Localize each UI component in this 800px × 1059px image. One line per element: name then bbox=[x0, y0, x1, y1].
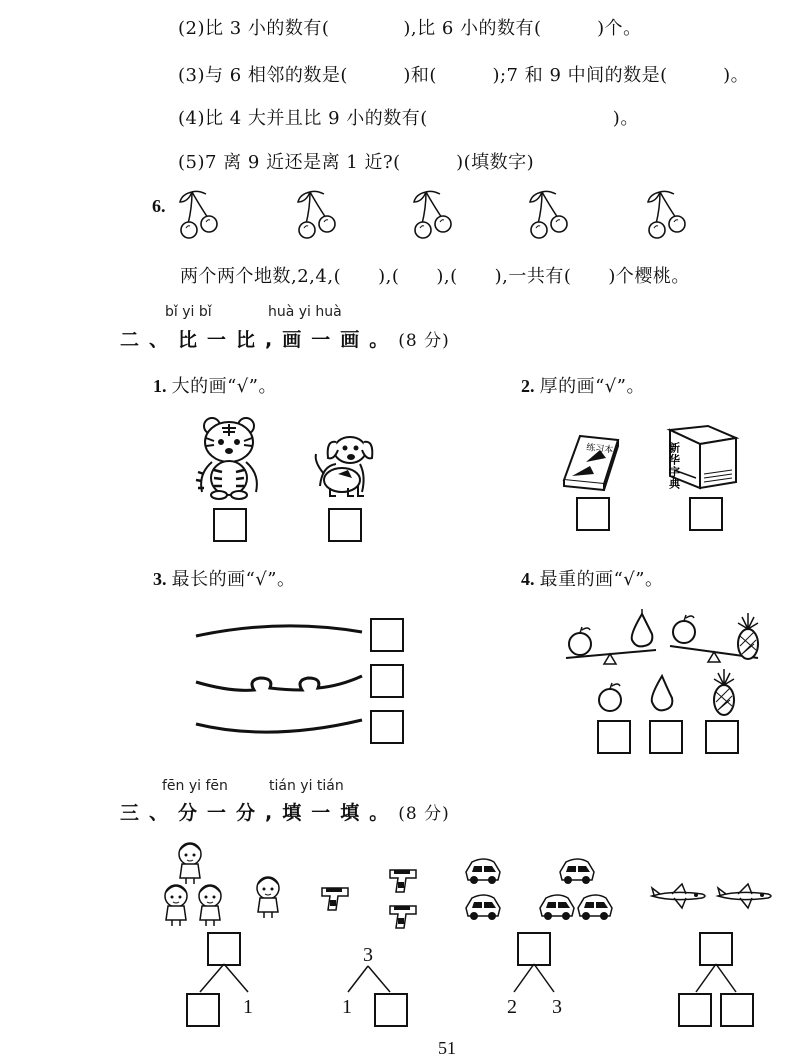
question-number-1: 1. bbox=[153, 376, 167, 396]
pear-icon bbox=[652, 676, 673, 710]
section2-pinyin-right: huà yi huà bbox=[268, 304, 342, 320]
question-line-4: (4)比 4 大并且比 9 小的数有( )。 bbox=[178, 108, 639, 129]
thin-book-icon bbox=[560, 432, 620, 494]
pistol-icon bbox=[322, 888, 348, 910]
ropes-illustration bbox=[190, 620, 370, 744]
section3-pinyin-right: tián yi tián bbox=[269, 778, 344, 794]
answer-box-thin-book[interactable] bbox=[576, 497, 610, 531]
split-right-box-2[interactable] bbox=[374, 993, 408, 1027]
pistol-icon bbox=[390, 870, 416, 892]
question-line-3: (3)与 6 相邻的数是( )和( );7 和 9 中间的数是( )。 bbox=[178, 65, 750, 86]
split-right-number-1: 1 bbox=[243, 996, 253, 1018]
split-right-number-3: 3 bbox=[552, 996, 562, 1018]
child-icon bbox=[165, 885, 187, 926]
apple-icon bbox=[569, 633, 591, 655]
section2-pinyin-left: bǐ yi bǐ bbox=[165, 304, 212, 320]
question-2-text: 厚的画“√”。 bbox=[539, 376, 645, 397]
answer-box-rope-3[interactable] bbox=[370, 710, 404, 744]
child-icon bbox=[199, 885, 221, 926]
question-number-3: 3. bbox=[153, 569, 167, 589]
cherry-icon bbox=[298, 191, 335, 238]
section2-heading: 二、比一比,画一画。 bbox=[120, 329, 399, 351]
pear-icon bbox=[632, 614, 653, 646]
question-number-6: 6. bbox=[152, 196, 166, 216]
answer-box-thick-book[interactable] bbox=[689, 497, 723, 531]
split-top-box-3[interactable] bbox=[517, 932, 551, 966]
cherry-icon bbox=[530, 191, 567, 238]
answer-box-rope-2[interactable] bbox=[370, 664, 404, 698]
question-1-text: 大的画“√”。 bbox=[171, 376, 277, 397]
thin-book-label: 练习本 bbox=[585, 443, 614, 456]
plane-icon bbox=[652, 884, 705, 908]
split-top-number-2: 3 bbox=[363, 944, 373, 966]
apple-icon bbox=[599, 689, 621, 711]
child-icon bbox=[179, 843, 201, 884]
children-group bbox=[160, 840, 290, 930]
section3-score: (8 分) bbox=[398, 804, 450, 824]
split-right-box-4[interactable] bbox=[720, 993, 754, 1027]
rope-bottom bbox=[196, 720, 362, 732]
answer-box-pineapple[interactable] bbox=[705, 720, 739, 754]
car-icon bbox=[466, 895, 500, 920]
car-icon bbox=[466, 859, 500, 884]
child-icon bbox=[257, 877, 279, 918]
rope-top bbox=[196, 626, 362, 636]
split-top-box-1[interactable] bbox=[207, 932, 241, 966]
question-number-4: 4. bbox=[521, 569, 535, 589]
answer-box-pear[interactable] bbox=[649, 720, 683, 754]
tiger-icon bbox=[192, 414, 268, 500]
planes-group bbox=[652, 880, 778, 914]
split-left-box-1[interactable] bbox=[186, 993, 220, 1027]
rope-middle bbox=[196, 676, 362, 690]
apple-icon bbox=[673, 621, 695, 643]
car-icon bbox=[560, 859, 594, 884]
question-line-2: (2)比 3 小的数有( ),比 6 小的数有( )个。 bbox=[178, 18, 642, 39]
split-left-box-4[interactable] bbox=[678, 993, 712, 1027]
question-number-2: 2. bbox=[521, 376, 535, 396]
cherry-icon bbox=[648, 191, 685, 238]
question-6-text: 两个两个地数,2,4,( ),( ),( ),一共有( )个樱桃。 bbox=[180, 266, 690, 287]
balance-scales-illustration bbox=[560, 606, 770, 718]
pineapple-icon bbox=[714, 685, 734, 715]
cherry-icon bbox=[414, 191, 451, 238]
cars-group bbox=[458, 850, 618, 934]
section3-heading: 三、分一分,填一填。 bbox=[120, 802, 399, 824]
split-left-number-3: 2 bbox=[507, 996, 517, 1018]
plane-icon bbox=[718, 884, 771, 908]
question-3-text: 最长的画“√”。 bbox=[171, 569, 296, 590]
split-left-number-2: 1 bbox=[342, 996, 352, 1018]
pineapple-icon bbox=[738, 629, 758, 659]
answer-box-tiger[interactable] bbox=[213, 508, 247, 542]
car-icon bbox=[578, 895, 612, 920]
thick-book-icon bbox=[664, 424, 740, 496]
cherries-illustration bbox=[176, 188, 696, 244]
cherry-icon bbox=[180, 191, 217, 238]
pistol-icon bbox=[390, 906, 416, 928]
section3-pinyin-left: fēn yi fēn bbox=[162, 778, 228, 794]
pistols-group bbox=[318, 862, 430, 938]
question-4-text: 最重的画“√”。 bbox=[539, 569, 664, 590]
page-number: 51 bbox=[438, 1038, 456, 1058]
answer-box-dog[interactable] bbox=[328, 508, 362, 542]
thick-book-label: 新华字典 bbox=[667, 442, 681, 490]
answer-box-rope-1[interactable] bbox=[370, 618, 404, 652]
car-icon bbox=[540, 895, 574, 920]
question-line-5: (5)7 离 9 近还是离 1 近?( )(填数字) bbox=[178, 152, 535, 173]
dog-icon bbox=[312, 432, 374, 500]
split-top-box-4[interactable] bbox=[699, 932, 733, 966]
section2-score: (8 分) bbox=[398, 331, 450, 351]
answer-box-apple[interactable] bbox=[597, 720, 631, 754]
